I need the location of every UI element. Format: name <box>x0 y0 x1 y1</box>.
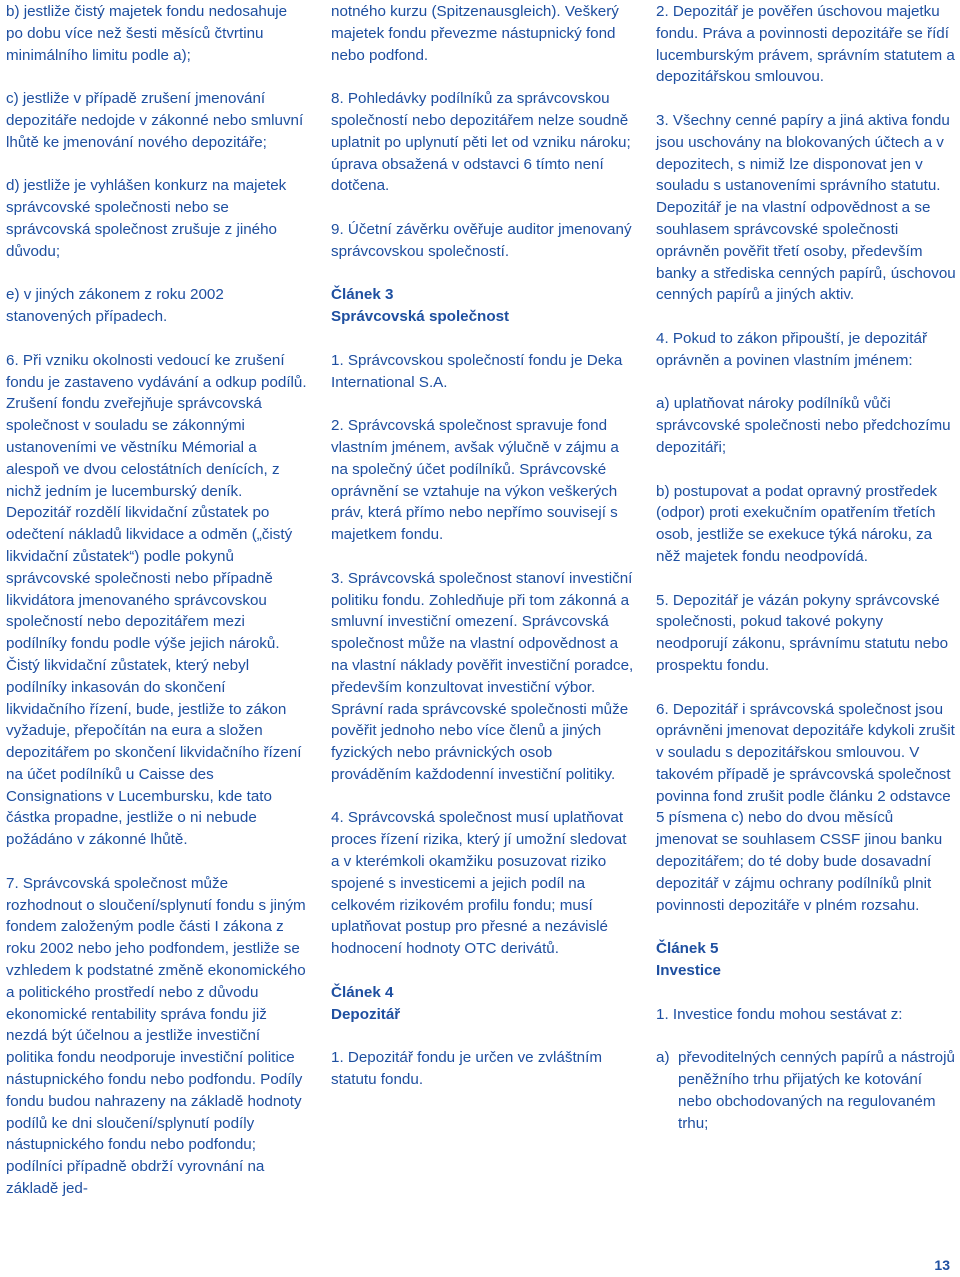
article-5-subtitle: Investice <box>656 962 722 980</box>
paragraph-e: e) v jiných zákonem z roku 2002 stanovených případech. <box>6 286 224 326</box>
article-4-subtitle: Depozitář <box>331 1005 401 1023</box>
paragraph-8: 8. Pohledávky podílníků za správcovskou společností nebo depozitářem nelze soudně uplatnit po uplynutí pěti let od vzniku nároku; úprava obsažená v odstavci 6 tímto není dotčena. <box>331 90 631 195</box>
article-3-paragraph-2: 2. Správcovská společnost spravuje fond vlastním jménem, avšak výlučně v zájmu a na společný účet podílníků. Správcovské oprávnění se vztahuje na výkon veškerých práv, která přímo nebo nepřímo souvisejí s majetkem fondu. <box>331 417 619 544</box>
column-1 <box>6 1 308 1200</box>
article-4-paragraph-6: 6. Depozitář i správcovská společnost jsou oprávněni jmenovat depozitáře kdykoli zrušit v souladu s depozitářskou smlouvou. V takovém případě je správcovská společnost povinna fond zrušit podle článku 2 odstavce 5 písmena c) nebo do dvou měsíců jmenovat se souhlasem CSSF jinou banku depozitářem; do té doby bude dosavadní depozitář v zájmu ochrany podílníků plnit povinnosti depozitáře v plném rozsahu. <box>656 700 955 914</box>
article-3-subtitle: Správcovská společnost <box>331 308 510 326</box>
article-4-paragraph-4a: a) uplatňovat nároky podílníků vůči správcovské společnosti nebo předchozímu depozitáři; <box>656 395 951 456</box>
article-3-paragraph-4: 4. Správcovská společnost musí uplatňovat proces řízení rizika, který jí umožní sledovat a v kterémkoli okamžiku posuzovat riziko spojené s investicemi a jejich podíl na celkovém rizikovém profilu fondu; musí uplatňovat postup pro přesné a nezávislé hodnocení hodnoty OTC derivátů. <box>331 809 627 958</box>
item-a-text: převoditelných cenných papírů a nástrojů peněžního trhu přijatých ke kotování nebo obchodovaných na regulovaném trhu; <box>678 1049 955 1132</box>
article-3-heading <box>331 284 635 328</box>
column-3 <box>656 1 956 1134</box>
paragraph-d: d) jestliže je vyhlášen konkurz na majetek správcovské společnosti nebo se správcovská společnost zrušuje z jiného důvodu; <box>6 177 287 260</box>
article-3-title: Článek 3 <box>331 286 394 304</box>
paragraph-7: 7. Správcovská společnost může rozhodnout o sloučení/splynutí fondu s jiným fondem založeným podle části I zákona z roku 2002 nebo jeho podfondem, jestliže se vzhledem k podstatné změně ekonomického a politického prostředí nebo z důvodu ekonomické rentability správa fondu již nezdá být účelnou a jestliže investiční politika fondu neodporuje investiční politice nástupnického fondu nebo podfondu. Podíly fondu budou nahrazeny na základě hodnoty podílů ke dni sloučení/splynutí podíly nástupnického fondu nebo podfondu; podílníci případně obdrží vyrovnání na základě jed- <box>6 874 306 1198</box>
article-4-paragraph-4: 4. Pokud to zákon připouští, je depozitář oprávněn a povinen vlastním jménem: <box>656 329 928 369</box>
page-number: 13 <box>934 1257 950 1273</box>
paragraph-6: 6. Při vzniku okolnosti vedoucí ke zrušení fondu je zastaveno vydávání a odkup podílů. Zrušení fondu zveřejňuje správcovská společnost v souladu se zákonnými ustanoveními ve věstníku Mémorial a alespoň ve dvou celostátních denících, z nichž jedním je lucemburský deník. Depozitář rozdělí likvidační zůstatek po odečtení nákladů likvidace a odměn („čistý likvidační zůstatek“) podle pokynů správcovské společnosti nebo případně likvidátora jmenovaného správcovskou společností nebo depozitářem mezi podílníky fondu podle výše jejich nároků. Čistý likvidační zůstatek, který nebyl podílníky inkasován do skončení likvidačního řízení, bude, jestliže to zákon vyžaduje, přepočítán na eura a složen depozitářem po skončení likvidačního řízení na účet podílníků u Caisse des Consignations v Lucembursku, kde tato částka propadne, jestliže o ni nebude požádáno v zákonné lhůtě. <box>6 351 307 849</box>
paragraph-continuation: notného kurzu (Spitzenausgleich). Veškerý majetek fondu převezme nástupnický fond nebo podfond. <box>331 3 619 64</box>
paragraph-b: b) jestliže čistý majetek fondu nedosahuje po dobu více než šesti měsíců čtvrtinu minimálního limitu podle a); <box>6 3 288 64</box>
article-4-paragraph-3: 3. Všechny cenné papíry a jiná aktiva fondu jsou uschovány na blokovaných účtech a v depozitech, s nimiž lze disponovat jen v souladu s ustanoveními správního statutu. Depozitář je na vlastní odpovědnost a se souhlasem správcovské společnosti oprávněn pověřit třetí osoby, především banky a střediska cenných papírů, úschovou cenných papírů a jiných aktiv. <box>656 111 956 304</box>
article-5-paragraph-1: 1. Investice fondu mohou sestávat z: <box>656 1005 903 1023</box>
item-a-label: a) <box>656 1049 670 1067</box>
article-4-paragraph-5: 5. Depozitář je vázán pokyny správcovské společnosti, pokud takové pokyny neodporují zákonu, správnímu statutu nebo prospektu fondu. <box>656 591 949 674</box>
article-3-paragraph-1: 1. Správcovskou společností fondu je Deka International S.A. <box>331 351 623 391</box>
article-5-title: Článek 5 <box>656 940 719 958</box>
article-4-paragraph-1: 1. Depozitář fondu je určen ve zvláštním statutu fondu. <box>331 1049 602 1089</box>
article-4-title: Článek 4 <box>331 983 394 1001</box>
article-4-paragraph-2: 2. Depozitář je pověřen úschovou majetku fondu. Práva a povinnosti depozitáře se řídí lucemburským právem, správním statutem a depozitářskou smlouvou. <box>656 3 955 86</box>
article-3-paragraph-3: 3. Správcovská společnost stanoví investiční politiku fondu. Zohledňuje při tom zákonná a smluvní investiční omezení. Správcovská společnost může na vlastní odpovědnost a na vlastní náklady pověřit investiční poradce, především konzultovat investiční výbor. Správní rada správcovské společnosti může pověřit jednoho nebo více členů a jiných fyzických nebo právnických osob prováděním každodenní investiční politiky. <box>331 569 634 783</box>
article-4-paragraph-4b: b) postupovat a podat opravný prostředek (odpor) proti exekučním opatřením třetích osob, jestliže se exekuce týká nároku, za něž majetek fondu neodpovídá. <box>656 482 938 565</box>
article-5-item-a <box>656 1047 956 1134</box>
article-5-heading <box>656 938 956 982</box>
paragraph-9: 9. Účetní závěrku ověřuje auditor jmenovaný správcovskou společností. <box>331 220 632 260</box>
article-4-heading <box>331 982 635 1026</box>
column-2 <box>331 1 635 1091</box>
paragraph-c: c) jestliže v případě zrušení jmenování depozitáře nedojde v zákonné nebo smluvní lhůtě ke jmenování nového depozitáře; <box>6 90 304 151</box>
